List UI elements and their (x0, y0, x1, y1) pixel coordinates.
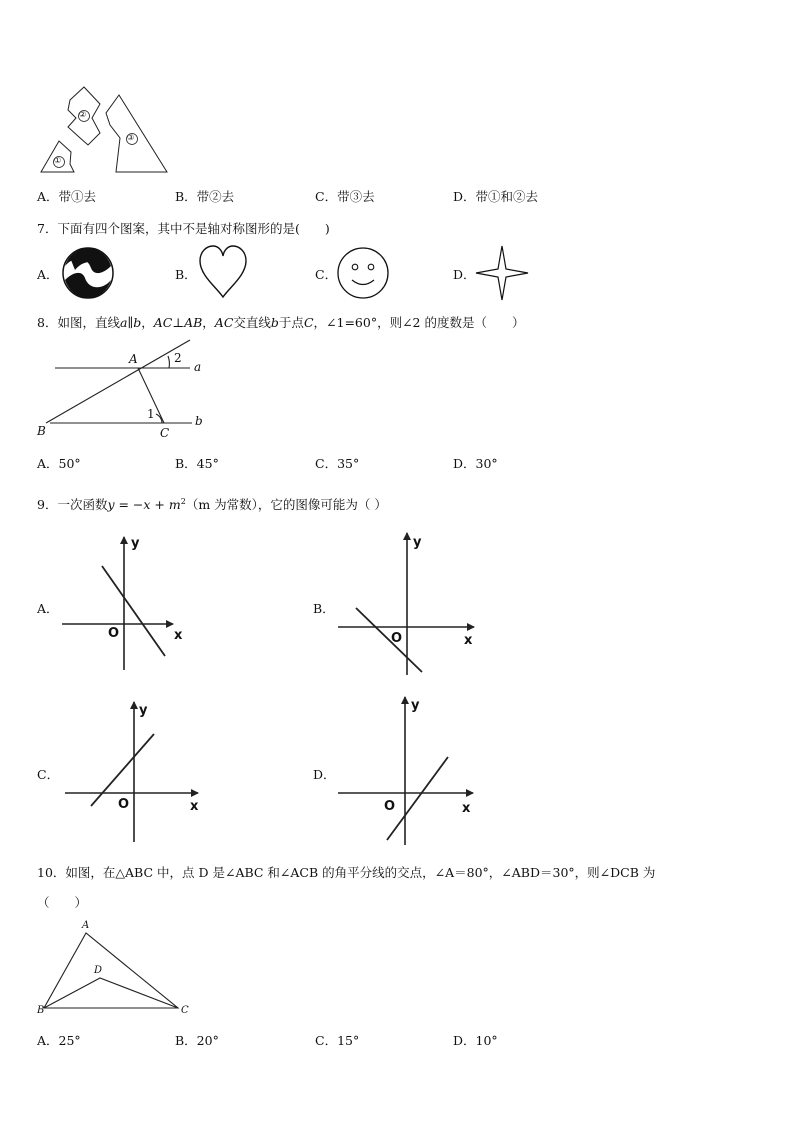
q10-label-a: A (82, 920, 90, 931)
q8-tail: ，∠1=60°，则∠2 的度数是（ ） (313, 315, 525, 330)
q8-expr-perp: AC⊥AB (153, 315, 203, 330)
q6-option-d[interactable]: D．带①和②去 (453, 189, 539, 204)
q9-option-d[interactable]: D． (313, 767, 336, 782)
q9-option-a[interactable]: A． (37, 601, 59, 616)
q9-formula-sup: 2 (180, 496, 186, 506)
q10-label-d: D (94, 965, 103, 976)
q9-formula: y = −x + m (107, 497, 181, 512)
q7-option-a[interactable]: A． (37, 267, 59, 282)
q8-expr-ac: AC (214, 315, 234, 330)
q8-label-line-b: b (195, 414, 203, 428)
q9-c-y-label: y (139, 703, 148, 718)
q6-option-b[interactable]: B．带②去 (175, 189, 235, 204)
q8-expr-b: b (270, 315, 279, 330)
q8-option-b[interactable]: B．45° (175, 456, 219, 471)
fragment-3-label: ③ (127, 133, 135, 142)
q8-label-b-point: B (37, 424, 46, 438)
q6-option-c[interactable]: C．带③去 (315, 189, 375, 204)
q9-a-y-label: y (131, 536, 140, 551)
q9-a-origin-label: O (108, 626, 120, 641)
q9-tail: （m 为常数），它的图像可能为（ ） (185, 497, 387, 512)
q9-c-origin-label: O (118, 797, 130, 812)
q9-d-origin-label: O (384, 799, 396, 814)
q10-option-d[interactable]: D．10° (453, 1033, 498, 1048)
q8-mid: 交直线 (233, 315, 271, 330)
q8-label-angle-2: 2 (174, 351, 182, 365)
q7-question: 7．下面有四个图案，其中不是轴对称图形的是( ) (37, 221, 330, 236)
q10-option-b[interactable]: B．20° (175, 1033, 219, 1048)
q8-option-c[interactable]: C．35° (315, 456, 360, 471)
q7-option-b[interactable]: B． (175, 267, 197, 282)
q9-b-x-label: x (464, 633, 473, 648)
q8-sep1: ， (141, 315, 154, 330)
q8-option-d[interactable]: D．30° (453, 456, 498, 471)
q8-sep2: ， (202, 315, 215, 330)
q10-label-b: B (37, 1005, 45, 1016)
q8-expr-parallel: a∥b (119, 315, 142, 330)
q8-label-a-point: A (129, 352, 138, 366)
q8-label-angle-1: 1 (147, 407, 155, 421)
q9-d-x-label: x (462, 801, 471, 816)
q10-label-c: C (181, 1005, 189, 1016)
q10-question: 10．如图，在△ABC 中，点 D 是∠ABC 和∠ACB 的角平分线的交点，∠A＝80°，∠ABD＝30°，则∠DCB 为 (37, 865, 656, 880)
q9-a-x-label: x (174, 628, 183, 643)
q8-label-c-point: C (160, 426, 170, 440)
q10-question-cont: （ ） (37, 895, 88, 910)
q9-d-y-label: y (411, 698, 420, 713)
q10-option-c[interactable]: C．15° (315, 1033, 360, 1048)
q8-prefix: 8．如图，直线 (37, 315, 120, 330)
q8-label-line-a: a (194, 360, 202, 374)
q7-option-c[interactable]: C． (315, 267, 338, 282)
q9-prefix: 9．一次函数 (37, 497, 108, 512)
q9-b-origin-label: O (391, 631, 403, 646)
q9-b-y-label: y (413, 535, 422, 550)
q9-option-c[interactable]: C． (37, 767, 60, 782)
fragment-1-label: ① (54, 156, 62, 165)
q8-mid2: 于点 (278, 315, 304, 330)
q10-option-a[interactable]: A．25° (37, 1033, 81, 1048)
q7-option-d[interactable]: D． (453, 267, 476, 282)
q9-c-x-label: x (190, 799, 199, 814)
q8-option-a[interactable]: A．50° (37, 456, 81, 471)
q6-option-a[interactable]: A．带①去 (37, 189, 97, 204)
q9-option-b[interactable]: B． (313, 601, 335, 616)
q8-expr-c: C (303, 315, 314, 330)
fragment-2-label: ② (79, 110, 87, 119)
